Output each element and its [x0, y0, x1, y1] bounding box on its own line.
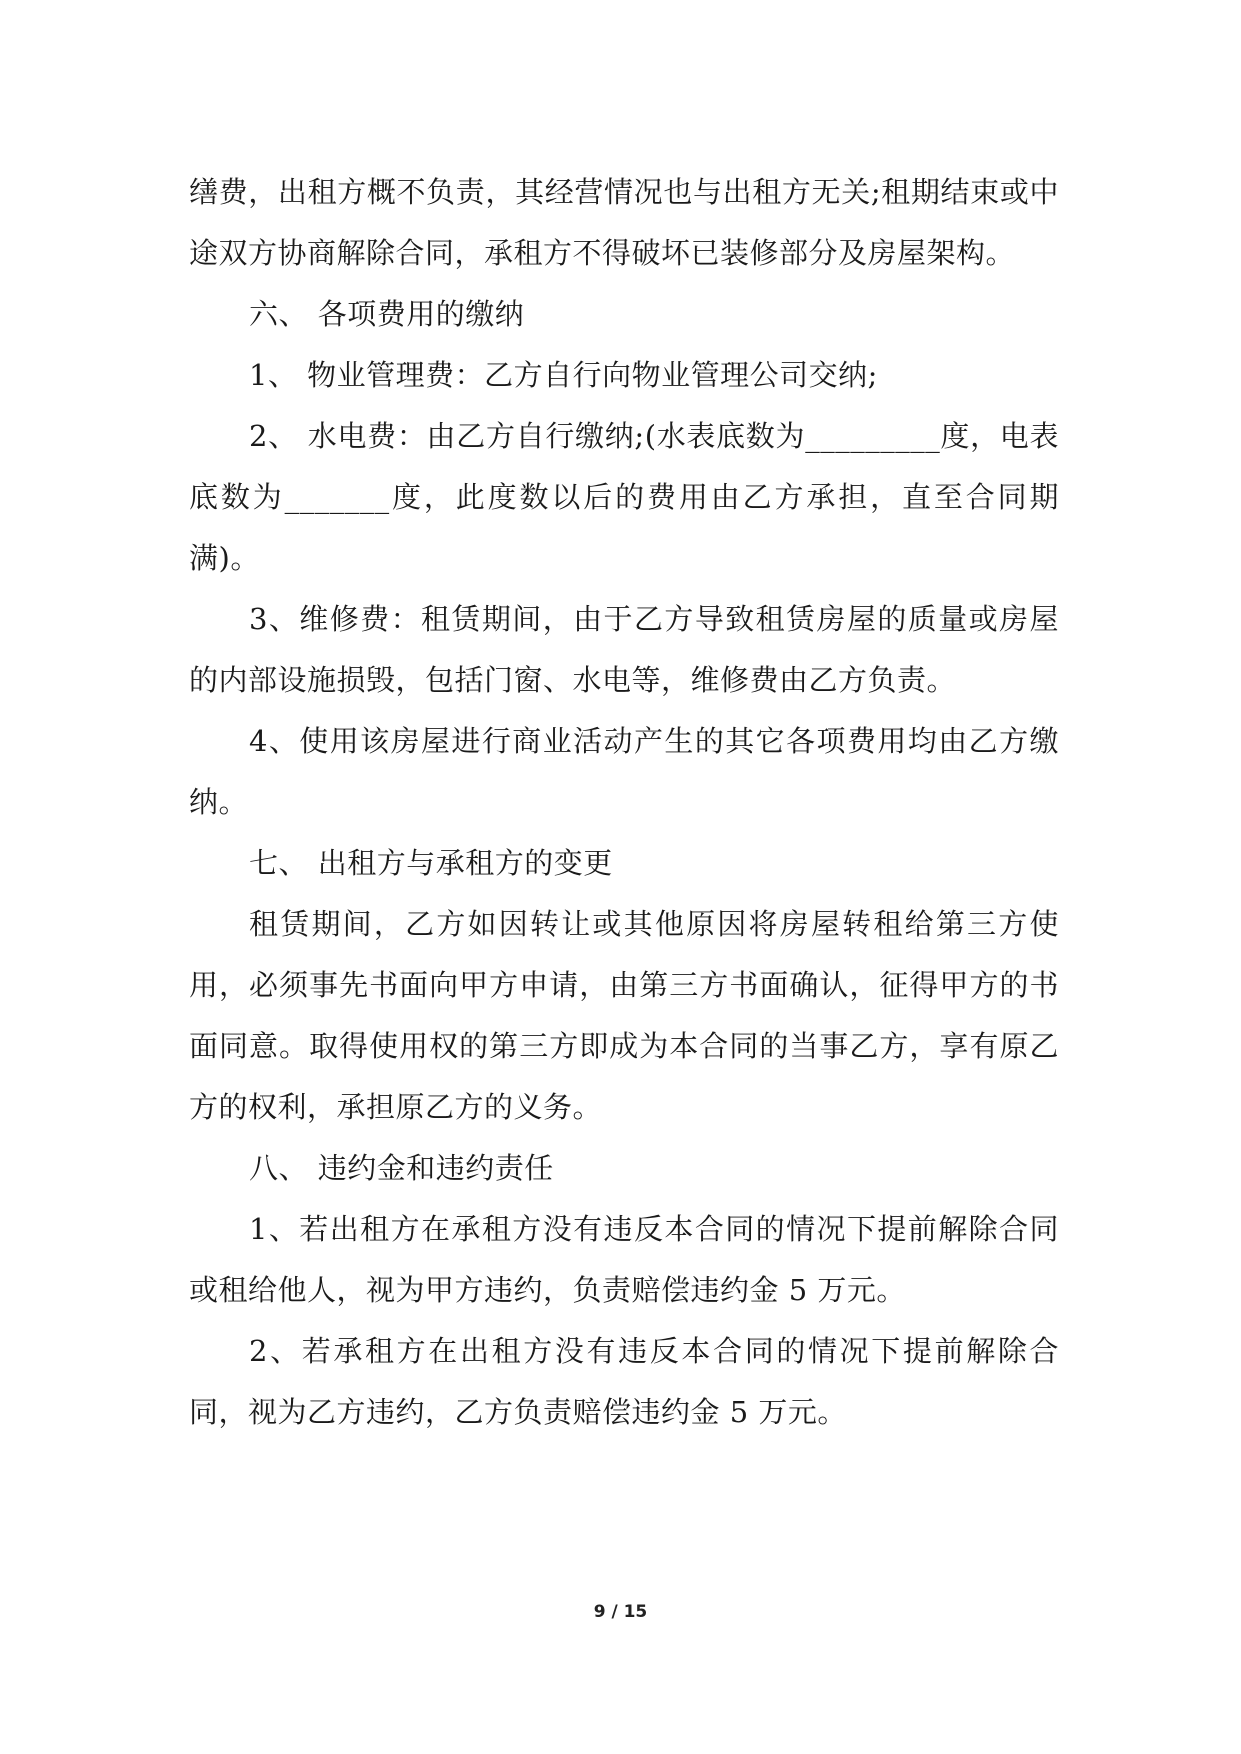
page-number: 9 / 15: [593, 1602, 648, 1622]
section-heading-fees: 六、 各项费用的缴纳: [249, 297, 525, 331]
clause-sublease: 租赁期间，乙方如因转让或其他原因将房屋转租给第三方使用，必须事先书面向甲方申请，由第三方书面确认，征得甲方的书面同意。取得使用权的第三方即成为本合同的当事乙方，享有原乙方的权利，承担原乙方的义务。: [189, 907, 1059, 1124]
clause-lessee-breach: 2、若承租方在出租方没有违反本合同的情况下提前解除合同，视为乙方违约，乙方负责赔偿违约金 5 万元。: [189, 1334, 1059, 1429]
section-heading-party-change: 七、 出租方与承租方的变更: [249, 846, 613, 880]
clause-utility-fee: 2、 水电费：由乙方自行缴纳;(水表底数为_________度，电表底数为_______度，此度数以后的费用由乙方承担，直至合同期满)。: [189, 419, 1059, 575]
clause-property-fee: 1、 物业管理费：乙方自行向物业管理公司交纳;: [249, 358, 878, 392]
body-paragraph: 缮费，出租方概不负责，其经营情况也与出租方无关;租期结束或中途双方协商解除合同，承租方不得破坏已装修部分及房屋架构。: [189, 175, 1059, 270]
clause-lessor-breach: 1、若出租方在承租方没有违反本合同的情况下提前解除合同或租给他人，视为甲方违约，负责赔偿违约金 5 万元。: [189, 1212, 1059, 1307]
clause-repair-fee: 3、维修费：租赁期间，由于乙方导致租赁房屋的质量或房屋的内部设施损毁，包括门窗、水电等，维修费由乙方负责。: [189, 602, 1059, 697]
document-body: [189, 162, 1059, 1443]
section-heading-penalty: 八、 违约金和违约责任: [249, 1151, 554, 1185]
clause-other-fees: 4、使用该房屋进行商业活动产生的其它各项费用均由乙方缴纳。: [189, 724, 1059, 819]
